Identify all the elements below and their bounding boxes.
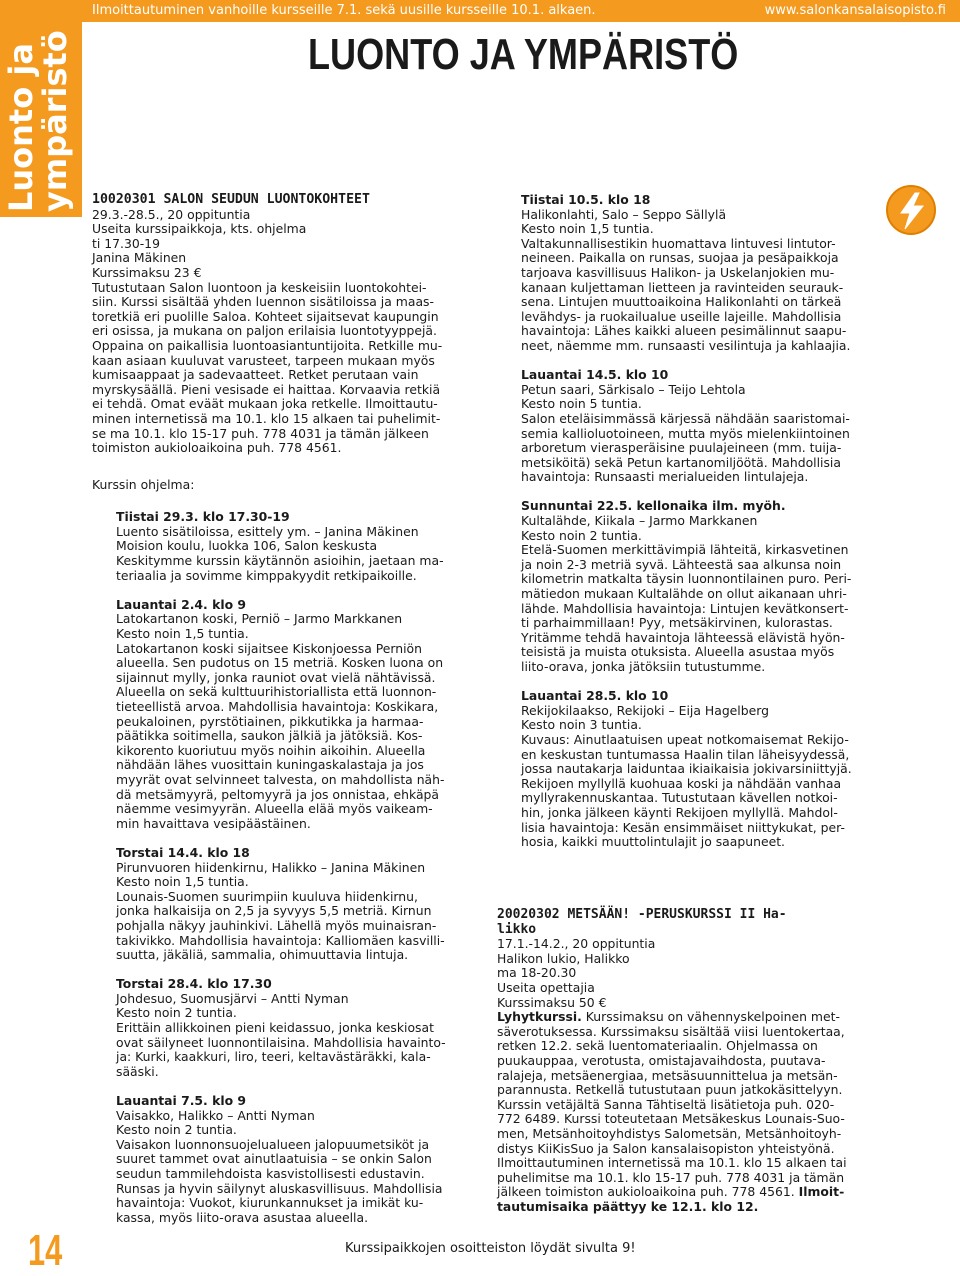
course2-block xyxy=(497,908,869,1214)
entry-line: myyrät ovat selvinneet talvesta, on mahdollista näh- xyxy=(116,771,445,787)
course-time: ti 17.30-19 xyxy=(92,235,160,251)
description-line: distys KiiKisSuo ja Salon kansalaisopiston yhteistyönä. xyxy=(497,1140,835,1156)
entry-line: havaintoja: Runsaasti merialueiden lintulajeja. xyxy=(521,469,809,485)
entry-line: Kultalähde, Kiikala – Jarmo Markkanen xyxy=(521,513,758,529)
entry-line: semia kallioluotoineen, mutta myös mielenkiintoinen xyxy=(521,425,850,441)
description-line: toimiston aukioloaikoina puh. 778 4561. xyxy=(92,440,342,456)
entry-line: Kesto noin 2 tuntia. xyxy=(116,1005,237,1021)
program-entries-left xyxy=(92,510,462,1225)
entry-line: Salon eteläisimmässä kärjessä nähdään saaristomai- xyxy=(521,410,850,426)
course-description xyxy=(92,281,462,456)
entry-line: havaintoja: Vuokot, kiurunkannukset ja imikät ku- xyxy=(116,1195,424,1211)
entry-line: sijainnut mylly, jonka rauniot ovat vielä nähtävissä. xyxy=(116,669,436,685)
entry-line: takivikko. Mahdollisia havaintoja: Kalliomäen kasvilli- xyxy=(116,932,445,948)
entry-line: kikorento kuoriutuu myös noihin aikoihin. Alueella xyxy=(116,742,426,758)
section-side-tab xyxy=(0,22,82,217)
description-line: Oppaina on paikallisia luontoasiantuntijoita. Retkille mu- xyxy=(92,337,443,353)
program-entry xyxy=(116,1094,462,1225)
closing-bold: Ilmoit- xyxy=(798,1184,845,1200)
entry-heading: Lauantai 2.4. klo 9 xyxy=(116,596,247,612)
entry-line: pohjalla näkyy jauhinkivi. Lähellä myös muinaisran- xyxy=(116,917,437,933)
program-entry xyxy=(116,598,462,832)
description-line: Ilmoittautuminen internetissä ma 10.1. klo 15 alkaen tai xyxy=(497,1155,847,1171)
entry-line: Johdesuo, Suomusjärvi – Antti Nyman xyxy=(116,990,349,1006)
page-title: LUONTO JA YMPÄRISTÖ xyxy=(308,30,739,79)
page-number: 14 xyxy=(28,1226,63,1275)
website-link[interactable]: www.salonkansalaisopisto.fi xyxy=(764,3,946,18)
entry-line: lähde. Mahdollisia havaintoja: Lintujen kevätkonsert- xyxy=(521,600,849,616)
entry-line: Moision koulu, luokka 106, Salon keskusta xyxy=(116,538,378,554)
entry-heading: Tiistai 29.3. klo 17.30-19 xyxy=(116,509,290,525)
footer-note: Kurssipaikkojen osoitteiston löydät sivulta 9! xyxy=(345,1241,636,1256)
entry-line: Petun saari, Särkisalo – Teijo Lehtola xyxy=(521,381,746,397)
entry-line: myllyrakennuskantaa. Tutustutaan kävellen notkoi- xyxy=(521,790,838,806)
entry-heading: Lauantai 28.5. klo 10 xyxy=(521,688,669,704)
course-title: 10020301 SALON SEUDUN LUONTOKOHTEET xyxy=(92,192,370,207)
entry-line: teisistä ja muista otuksista. Alueella asustaa myös xyxy=(521,644,835,660)
entry-line: lisia havaintoja: Kesän ensimmäiset niittykukat, per- xyxy=(521,819,845,835)
entry-line: hosia, kaikki muuttolintulajit jo saapuneet. xyxy=(521,834,785,850)
course2-title-line1: 20020302 METSÄÄN! -PERUSKURSSI II Ha- xyxy=(497,907,787,922)
description-line: minen internetissä ma 10.1. klo 15 alkaen tai puhelimit- xyxy=(92,410,441,426)
entry-line: neineen. Paikalla on runsas, suojaa ja pesäpaikkoja xyxy=(521,250,839,266)
entry-line: Kesto noin 5 tuntia. xyxy=(521,396,642,412)
entry-line: Keskitymme kurssin käytännön asioihin, jaetaan ma- xyxy=(116,553,444,569)
entry-line: alueella. Sen pudotus on 15 metriä. Kosken luona on xyxy=(116,655,444,671)
entry-line: ovat säilyneet luonnontilaisina. Mahdollisia havainto- xyxy=(116,1034,446,1050)
course2-description xyxy=(497,1010,869,1214)
entry-line: peukaloinen, pyrstötiainen, pikkutikka ja harmaa- xyxy=(116,713,424,729)
entry-line: hin, jonka jälkeen käynti Rekijoen myllyllä. Mahdol- xyxy=(521,804,838,820)
top-bar xyxy=(0,0,960,22)
entry-line: Runsas ja hyvin säilynyt aluskasvillisuus. Mahdollisia xyxy=(116,1180,443,1196)
description-line: 772 6489. Kurssi toteutetaan Metsäkeskus Lounais-Suo- xyxy=(497,1111,845,1127)
program-entry xyxy=(521,499,869,674)
course2-fee: Kurssimaksu 50 € xyxy=(497,994,607,1010)
course-dates: 29.3.-28.5., 20 oppituntia xyxy=(92,206,251,222)
program-entry xyxy=(521,368,869,485)
entry-line: seudun tammilehdoista kasvistollisesti edustavin. xyxy=(116,1166,425,1181)
program-entry xyxy=(521,193,869,354)
description-line: puukauppaa, verotusta, omistajavaihdosta, puutava- xyxy=(497,1052,826,1068)
program-entry xyxy=(116,846,462,963)
course-fee: Kurssimaksu 23 € xyxy=(92,264,202,280)
entry-line: Kesto noin 1,5 tuntia. xyxy=(521,221,654,237)
entry-heading: Torstai 14.4. klo 18 xyxy=(116,844,250,860)
left-column xyxy=(92,193,462,1225)
entry-line: Kesto noin 2 tuntia. xyxy=(116,1122,237,1138)
entry-line: kassa, myös liito-orava asustaa alueella. xyxy=(116,1209,369,1225)
description-line: kumisaappaat ja sadevaatteet. Retket perutaan vain xyxy=(92,367,419,383)
entry-line: tarjoava kasvillisuus Halikon- ja Uskelanjokien mu- xyxy=(521,264,835,280)
course2-time: ma 18-20.30 xyxy=(497,965,577,981)
entry-line: näemme vesimyyrän. Alueella elää myös vaikeam- xyxy=(116,801,433,817)
entry-line: mätiedon mukaan Kultalähde on ollut aikanaan uhri- xyxy=(521,586,847,602)
entry-line: Rekijoen myllyllä kuohuaa koski ja nähdään vanhaa xyxy=(521,775,842,791)
entry-line: Vaisakko, Halikko – Antti Nyman xyxy=(116,1107,315,1123)
entry-line: Latokartanon koski, Perniö – Jarmo Markkanen xyxy=(116,611,403,627)
entry-heading: Sunnuntai 22.5. kellonaika ilm. myöh. xyxy=(521,498,786,514)
course-teacher: Janina Mäkinen xyxy=(92,250,187,266)
program-entry xyxy=(116,977,462,1079)
entry-line: arboretum vierasperäisine puulajeineen (mm. tuija- xyxy=(521,440,842,456)
program-label: Kurssin ohjelma: xyxy=(92,476,195,492)
description-line: myrskysäällä. Pieni vesisade ei haittaa. Korvaavia retkiä xyxy=(92,381,441,397)
entry-heading: Lauantai 7.5. klo 9 xyxy=(116,1093,247,1109)
side-tab-label: Luonto ja ympäristö xyxy=(2,30,74,212)
description-line: Kurssimaksu on vähennyskelpoinen met- xyxy=(585,1009,840,1025)
entry-line: Kesto noin 3 tuntia. xyxy=(521,717,642,733)
right-column xyxy=(521,193,869,850)
course2-teacher: Useita opettajia xyxy=(497,979,595,995)
entry-line: jossa nautakarja laiduntaa ikiaikaisia jokivarsiniittyjä. xyxy=(521,761,852,777)
program-entry xyxy=(521,689,869,850)
description-line: kaan asiaan kuuluvat varusteet, tarpeen mukaan myös xyxy=(92,352,435,368)
course2-venue: Halikon lukio, Halikko xyxy=(497,950,630,966)
entry-line: Erittäin allikkoinen pieni keidassuo, jonka keskiosat xyxy=(116,1020,434,1036)
entry-heading: Lauantai 14.5. klo 10 xyxy=(521,367,669,383)
description-line: toretkiä eri puolille Saloa. Kohteet sijaitsevat kaupungin xyxy=(92,308,439,324)
description-line: jälkeen toimiston aukioloaikoina puh. 778 4561. xyxy=(497,1184,795,1200)
entry-line: kilometrin matkalta täysin luonnontilainen puro. Peri- xyxy=(521,571,852,587)
entry-line: en keskustan tuntumassa Haalin tilan läheisyydessä, xyxy=(521,746,850,762)
description-line: säverotuksessa. Kurssimaksu sisältää viisi luentokertaa, xyxy=(497,1023,845,1039)
entry-heading: Tiistai 10.5. klo 18 xyxy=(521,192,651,207)
entry-line: nähdään lähes vuosittain kuningaskalastaja ja jos xyxy=(116,757,424,773)
description-line: siin. Kurssi sisältää yhden luennon sisätiloissa ja maas- xyxy=(92,294,434,310)
description-line: Tutustutaan Salon luontoon ja keskeisiin luontokohtei- xyxy=(92,279,427,295)
entry-line: Rekijokilaakso, Rekijoki – Eija Hagelberg xyxy=(521,702,769,718)
lightning-icon xyxy=(886,185,936,235)
entry-line: Etelä-Suomen merkittävimpiä lähteitä, kirkasvetinen xyxy=(521,542,849,558)
description-line: parannusta. Retkellä tutustutaan puun jatkokäsittelyyn. xyxy=(497,1082,843,1098)
entry-line: Lounais-Suomen suurimpiin kuuluva hiidenkirnu, xyxy=(116,888,418,904)
course2-dates: 17.1.-14.2., 20 oppituntia xyxy=(497,936,656,952)
entry-heading: Torstai 28.4. klo 17.30 xyxy=(116,976,272,992)
entry-line: Latokartanon koski sijaitsee Kiskonjoessa Perniön xyxy=(116,640,422,656)
entry-line: sena. Lintujen muuttoaikoina Halikonlahti on tärkeä xyxy=(521,294,842,310)
entry-line: Kesto noin 2 tuntia. xyxy=(521,527,642,543)
entry-line: Kuvaus: Ainutlaatuisen upeat notkomaisemat Rekijo- xyxy=(521,731,849,747)
entry-line: Kesto noin 1,5 tuntia. xyxy=(116,874,249,890)
description-line: retken 12.2. sekä luentomateriaalin. Ohjelmassa on xyxy=(497,1038,818,1054)
description-line: eri osissa, ja mukana on paljon erilaisia luontotyyppejä. xyxy=(92,323,437,339)
entry-line: havaintoja: Lähes kaikki alueen pesimälinnut saapu- xyxy=(521,323,847,339)
closing-bold: tautumisaika päättyy ke 12.1. klo 12. xyxy=(497,1198,759,1214)
entry-line: päätikka soitimella, saukon jälkiä ja jätöksiä. Kos- xyxy=(116,728,423,744)
description-line: se ma 10.1. klo 15-17 puh. 778 4031 ja tämän jälkeen xyxy=(92,425,429,441)
course-venue: Useita kurssipaikkoja, kts. ohjelma xyxy=(92,221,307,237)
entry-line: ja noin 2-3 metriä syvä. Lähteestä saa alkunsa noin xyxy=(521,556,842,572)
description-line: puhelimitse ma 10.1. klo 15-17 puh. 778 4031 ja tämän xyxy=(497,1169,845,1185)
entry-line: suutta, jäkäliä, sammalia, ohimuuttavia lintuja. xyxy=(116,947,409,963)
entry-line: teriaalia ja sovimme kimppakyydit retkipaikoille. xyxy=(116,567,417,583)
entry-line: neet, näemme mm. runsaasti vesilintuja ja kahlaajia. xyxy=(521,337,851,353)
entry-line: Valtakunnallisestikin huomattava lintuvesi lintutor- xyxy=(521,235,836,251)
entry-line: Vaisakon luonnonsuojelualueen jalopuumetsiköt ja xyxy=(116,1136,430,1152)
entry-line: Luento sisätiloissa, esittely ym. – Janina Mäkinen xyxy=(116,523,419,539)
entry-line: ti parhaimmillaan! Pyy, metsäkirvinen, kulorastas. xyxy=(521,615,833,631)
course2-title-line2: likko xyxy=(497,921,537,937)
entry-line: Kesto noin 1,5 tuntia. xyxy=(116,626,249,642)
entry-line: jonka halkaisija on 2,5 ja syvyys 5,5 metriä. Kirnun xyxy=(116,903,432,919)
entry-line: liito-orava, jonka jätöksiin tutustumme. xyxy=(521,659,766,674)
registration-note: Ilmoittautuminen vanhoille kursseille 7.1. sekä uusille kursseille 10.1. alkaen. xyxy=(92,3,596,18)
description-line: ei tehdä. Omat eväät mukaan joka retkelle. Ilmoittautu- xyxy=(92,396,438,412)
entry-line: metsiköitä) sekä Petun kartanomiljöötä. Mahdollisia xyxy=(521,454,841,470)
description-line: ralajeja, metsäenergiaa, metsäsuunnittelua ja metsän- xyxy=(497,1067,838,1083)
entry-line: dä metsämyyrä, peltomyyrä ja jos onnistaa, ehkäpä xyxy=(116,786,440,802)
description-line: Kurssin vetäjältä Sanna Tähtiseltä lisätietoja puh. 020- xyxy=(497,1096,835,1112)
entry-line: Alueella on sekä kulttuurihistoriallista että luonnon- xyxy=(116,684,437,700)
program-entry xyxy=(116,510,462,583)
entry-line: suuret tammet ovat ainutlaatuisia – se onkin Salon xyxy=(116,1151,432,1167)
course2-lead: Lyhytkurssi. xyxy=(497,1009,582,1025)
entry-line: sääski. xyxy=(116,1063,159,1079)
entry-line: Pirunvuoren hiidenkirnu, Halikko – Janina Mäkinen xyxy=(116,859,426,875)
description-line: men, Metsänhoitoyhdistys Salometsän, Metsänhoitoyh- xyxy=(497,1125,842,1141)
entry-line: levähdys- ja ruokailualue useille lajeille. Mahdollisia xyxy=(521,308,842,324)
entry-line: kanaan kuljettaman lietteen ja ravinteiden seurauk- xyxy=(521,279,844,295)
entry-line: tieteellistä arvoa. Mahdollisia havaintoja: Koskikara, xyxy=(116,699,439,714)
entry-line: Yritämme tehdä havaintoja lähteessä elävistä hyön- xyxy=(521,629,845,645)
entry-line: min havaittava vesipäästäinen. xyxy=(116,815,311,831)
entry-line: ja: Kurki, kaakkuri, liro, teeri, keltavästäräkki, kala- xyxy=(116,1049,431,1065)
entry-line: Halikonlahti, Salo – Seppo Sällylä xyxy=(521,206,727,222)
